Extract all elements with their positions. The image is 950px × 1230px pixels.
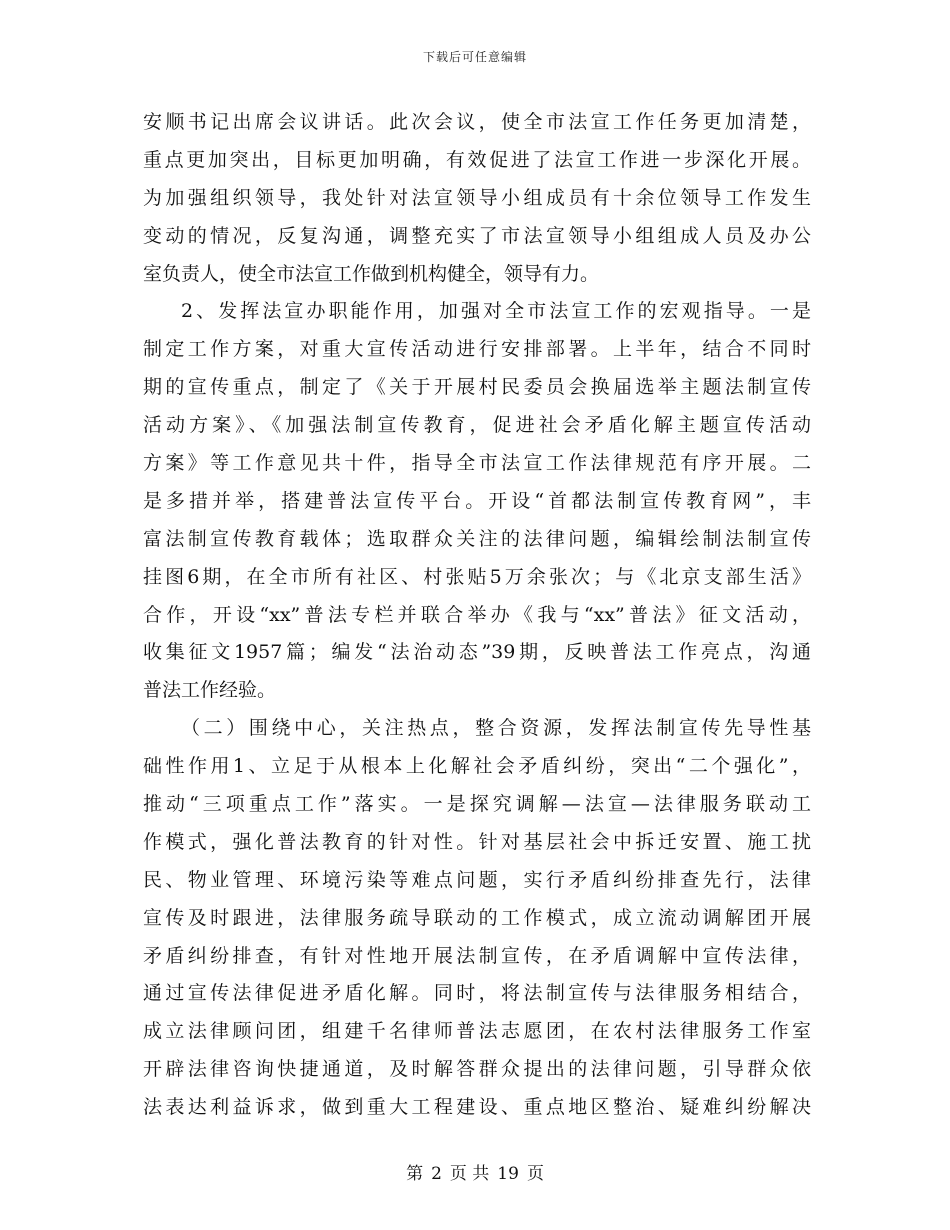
page-footer: [0, 1164, 950, 1184]
footer-middle: 页 共: [449, 1164, 490, 1184]
text-line: 作模式，强化普法教育的针对性。针对基层社会中拆迁安置、施工扰: [143, 830, 811, 853]
footer-total-pages: 19: [497, 1164, 519, 1184]
text-line: 民、物业管理、环境污染等难点问题，实行矛盾纠纷排查先行，法律: [143, 868, 811, 891]
text-line: 制定工作方案，对重大宣传活动进行安排部署。上半年，结合不同时: [143, 338, 811, 361]
text-line: 挂图6期，在全市所有社区、村张贴5万余张次；与《北京支部生活》: [143, 565, 811, 588]
text-line: 开辟法律咨询快捷通道，及时解答群众提出的法律问题，引导群众依: [143, 1058, 811, 1081]
text-line: 法表达利益诉求，做到重大工程建设、重点地区整治、疑难纠纷解决: [143, 1096, 811, 1119]
document-body: [143, 104, 811, 1127]
footer-page-number: 2: [431, 1164, 442, 1184]
text-line: 础性作用1、立足于从根本上化解社会矛盾纠纷，突出“二个强化”，: [143, 755, 811, 778]
text-line: 通过宣传法律促进矛盾化解。同时，将法制宣传与法律服务相结合，: [143, 982, 811, 1005]
text-line: 推动“三项重点工作”落实。一是探究调解—法宣—法律服务联动工: [143, 793, 811, 816]
text-line: 宣传及时跟进，法律服务疏导联动的工作模式，成立流动调解团开展: [143, 906, 811, 929]
text-line: 室负责人，使全市法宣工作做到机构健全，领导有力。: [143, 262, 600, 285]
text-line: 变动的情况，反复沟通，调整充实了市法宣领导小组组成人员及办公: [143, 224, 811, 247]
text-line: （二）围绕中心，关注热点，整合资源，发挥法制宣传先导性基: [181, 717, 811, 740]
text-line: 2、发挥法宣办职能作用，加强对全市法宣工作的宏观指导。一是: [181, 300, 811, 323]
text-line: 方案》等工作意见共十件，指导全市法宣工作法律规范有序开展。二: [143, 452, 811, 475]
text-line: 成立法律顾问团，组建千名律师普法志愿团，在农村法律服务工作室: [143, 1020, 811, 1043]
text-line: 为加强组织领导，我处针对法宣领导小组成员有十余位领导工作发生: [143, 186, 811, 209]
text-line: 普法工作经验。: [143, 679, 277, 702]
text-line: 重点更加突出，目标更加明确，有效促进了法宣工作进一步深化开展。: [143, 148, 811, 171]
footer-prefix: 第: [406, 1164, 424, 1184]
text-line: 活动方案》、《加强法制宣传教育，促进社会矛盾化解主题宣传活动: [143, 414, 811, 437]
text-line: 收集征文1957篇；编发“法治动态”39期，反映普法工作亮点，沟通: [143, 641, 811, 664]
text-line: 安顺书记出席会议讲话。此次会议，使全市法宣工作任务更加清楚，: [143, 111, 811, 133]
footer-suffix: 页: [526, 1164, 544, 1184]
text-line: 合作，开设“xx”普法专栏并联合举办《我与“xx”普法》征文活动，: [143, 603, 811, 626]
page-header: 下载后可任意编辑: [422, 50, 527, 64]
text-line: 富法制宣传教育载体；选取群众关注的法律问题，编辑绘制法制宣传: [143, 527, 811, 550]
text-line: 矛盾纠纷排查，有针对性地开展法制宣传，在矛盾调解中宣传法律，: [143, 944, 811, 967]
text-line: 期的宣传重点，制定了《关于开展村民委员会换届选举主题法制宣传: [143, 376, 811, 399]
text-line: 是多措并举，搭建普法宣传平台。开设“首都法制宣传教育网”，丰: [143, 489, 811, 512]
